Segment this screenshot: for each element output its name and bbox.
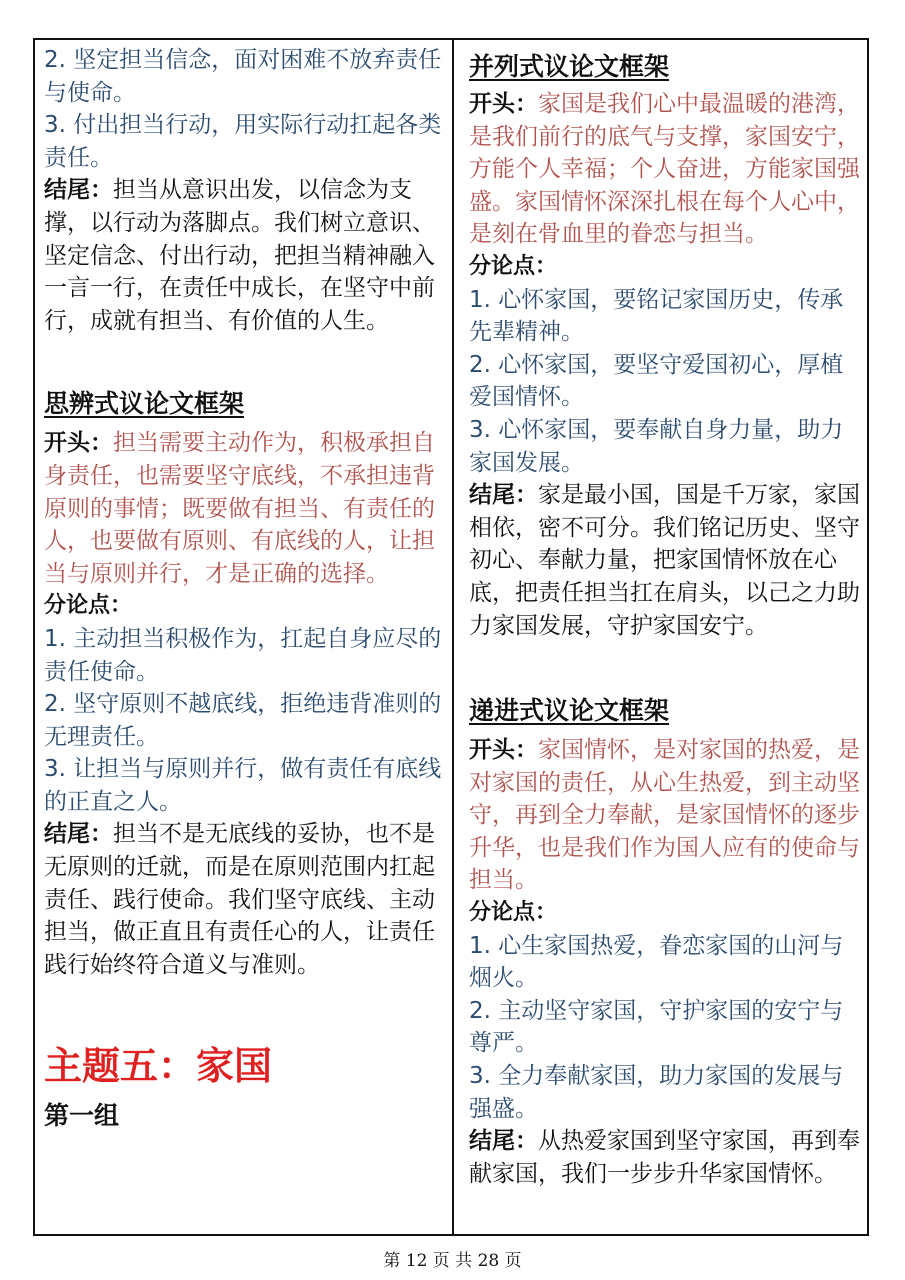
point-3: 3. 付出担当行动，用实际行动扛起各类责任。	[44, 112, 442, 171]
ending-label: 结尾：	[469, 482, 538, 509]
group-title: 第一组	[44, 1101, 120, 1131]
right-column	[469, 44, 865, 1190]
points-label: 分论点：	[44, 593, 133, 619]
opening-label: 开头：	[469, 91, 538, 117]
ending-label: 结尾：	[44, 177, 113, 204]
ending-paragraph	[44, 174, 442, 337]
point-1: 1. 心怀家国，要铭记家国历史，传承先辈精神。	[469, 286, 844, 346]
opening-text: 担当需要主动作为，积极承担自身责任，也需要坚守底线，不承担违背原则的事情；既要做有担当、有责任的人，也要做有原则、有底线的人，让担当与原则并行，才是正确的选择。	[44, 430, 435, 587]
ending-text: 从热爱家国到坚守家国，再到奉献家国，我们一步步升华家国情怀。	[469, 1128, 860, 1187]
ending-label: 结尾：	[44, 821, 113, 848]
opening-paragraph	[469, 88, 865, 251]
ending-text: 担当不是无底线的妥协，也不是无原则的迁就，而是在原则范围内扛起责任、践行使命。我们坚守底线、主动担当，做正直且有责任心的人，让责任践行始终符合道义与准则。	[44, 821, 435, 978]
ending-text: 家是最小国，国是千万家，家国相依，密不可分。我们铭记历史、坚守初心、奉献力量，把家国情怀放在心底，把责任担当扛在肩头，以己之力助力家国发展，守护家国安宁。	[469, 482, 860, 639]
ending-paragraph	[44, 818, 442, 981]
section-title-binglie: 并列式议论文框架	[469, 52, 670, 81]
point-1: 1. 主动担当积极作为，扛起自身应尽的责任使命。	[44, 625, 442, 685]
opening-paragraph	[44, 427, 442, 590]
opening-text: 家国情怀，是对家国的热爱，是对家国的责任，从心生热爱，到主动坚守，再到全力奉献，是家国情怀的逐步升华，也是我们作为国人应有的使命与担当。	[469, 737, 860, 894]
ending-label: 结尾：	[469, 1128, 538, 1155]
opening-text: 家国是我们心中最温暖的港湾，是我们前行的底气与支撑，家国安宁，方能个人幸福；个人奋进，方能家国强盛。家国情怀深深扎根在每个人心中，是刻在骨血里的眷恋与担当。	[469, 91, 860, 248]
opening-label: 开头：	[44, 430, 113, 457]
section-title-sibian: 思辨式议论文框架	[44, 389, 245, 419]
ending-paragraph	[469, 1125, 865, 1190]
point-3: 3. 全力奉献家国，助力家国的发展与强盛。	[469, 1063, 844, 1122]
ending-paragraph	[469, 479, 865, 642]
point-3: 3. 让担当与原则并行，做有责任有底线的正直之人。	[44, 756, 442, 815]
opening-paragraph	[469, 734, 865, 897]
points-label: 分论点：	[469, 900, 558, 926]
point-2: 2. 坚定担当信念，面对困难不放弃责任与使命。	[44, 47, 442, 106]
page-footer: 第 12 页 共 28 页	[383, 1251, 522, 1271]
point-2: 2. 心怀家国，要坚守爱国初心，厚植爱国情怀。	[469, 351, 844, 411]
point-1: 1. 心生家国热爱，眷恋家国的山河与烟火。	[469, 932, 844, 992]
opening-label: 开头：	[469, 737, 538, 764]
theme-title: 主题五：家国	[44, 1044, 273, 1089]
left-column	[44, 44, 442, 1133]
point-2: 2. 坚守原则不越底线，拒绝违背准则的无理责任。	[44, 691, 442, 750]
section-title-dijin: 递进式议论文框架	[469, 696, 670, 726]
points-label: 分论点：	[469, 253, 558, 279]
point-2: 2. 主动坚守家国，守护家国的安宁与尊严。	[469, 997, 844, 1057]
ending-text: 担当从意识出发，以信念为支撑，以行动为落脚点。我们树立意识、坚定信念、付出行动，把担当精神融入一言一行，在责任中成长，在坚守中前行，成就有担当、有价值的人生。	[44, 177, 435, 334]
point-3: 3. 心怀家国，要奉献自身力量，助力家国发展。	[469, 416, 844, 476]
column-divider	[452, 38, 454, 1236]
